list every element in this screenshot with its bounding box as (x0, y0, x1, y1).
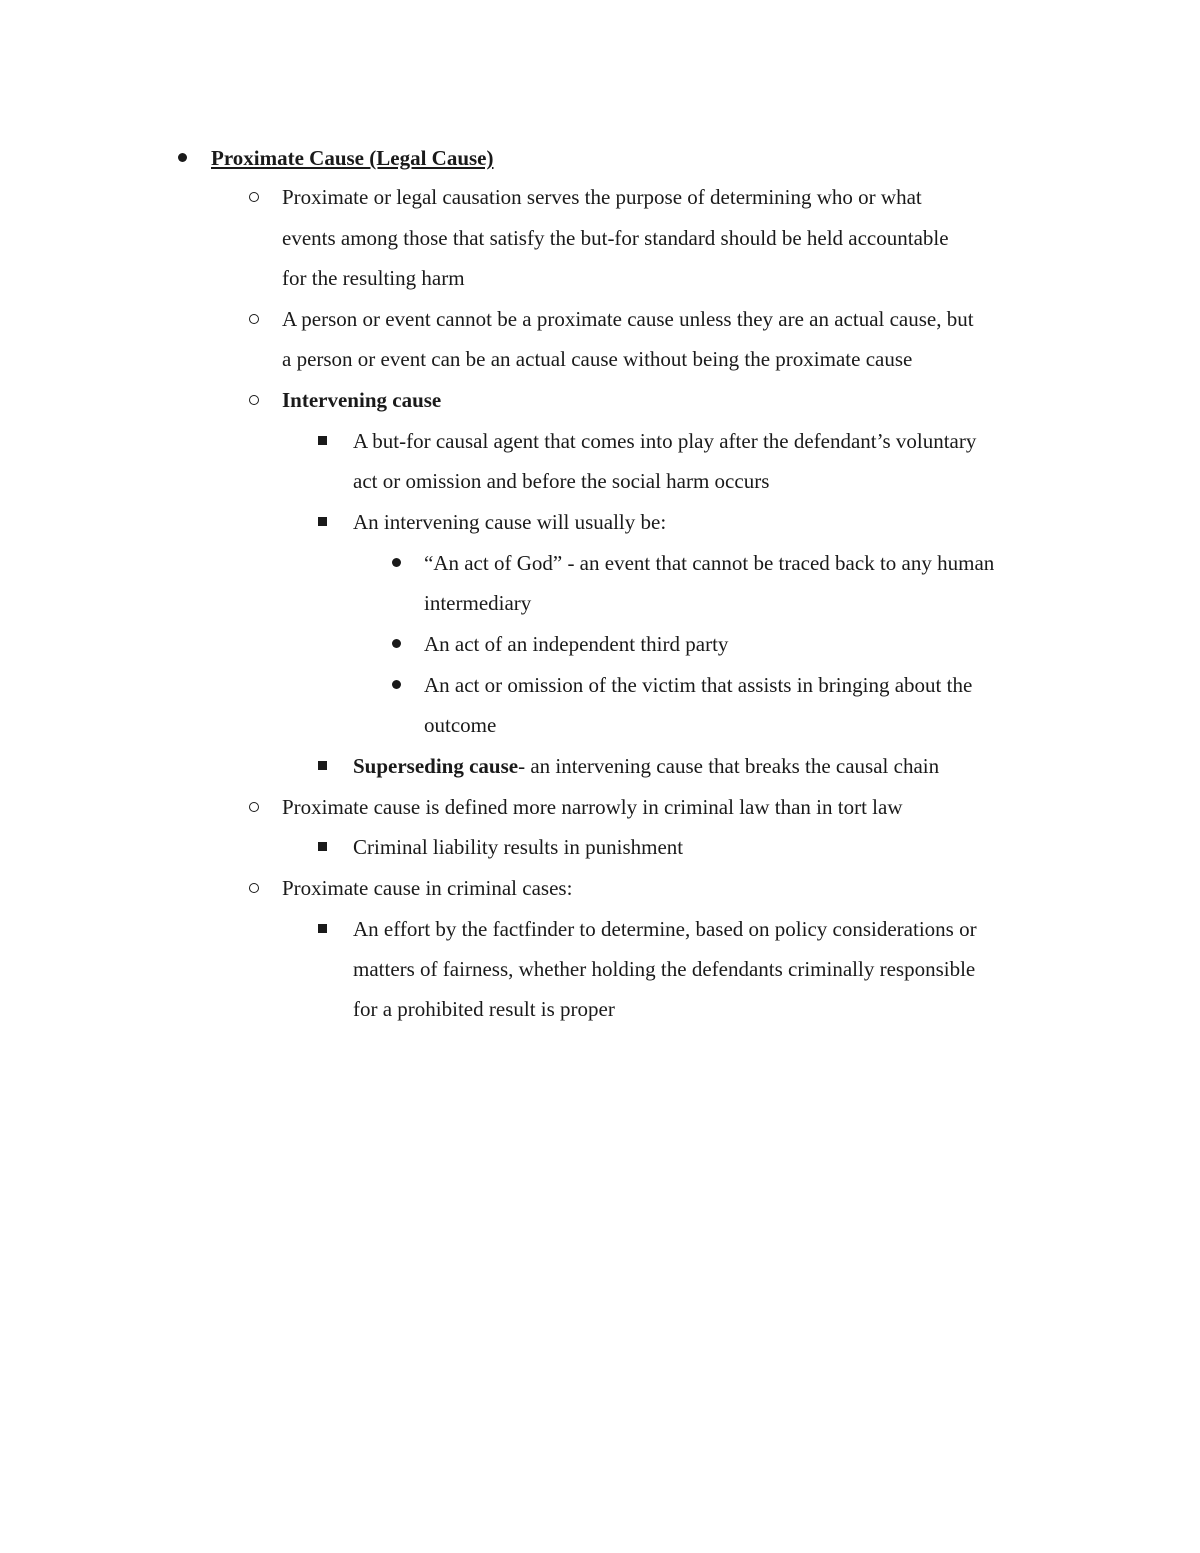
superseding-cause-definition: - an intervening cause that breaks the causal chain (518, 754, 940, 778)
bullet-dot-icon (178, 153, 187, 162)
p4-text: Proximate cause is defined more narrowly in criminal law than in tort law (282, 795, 903, 819)
p3-s2-text: An intervening cause will usually be: (353, 510, 667, 534)
heading: Proximate Cause (Legal Cause) (211, 146, 494, 170)
bullet-circle-icon (249, 395, 259, 405)
p4-s1: Criminal liability results in punishment (353, 835, 684, 859)
p5-s1-line-1: An effort by the factfinder to determine, based on policy considerations or (353, 917, 977, 941)
p3-s1-line-1: A but-for causal agent that comes into play after the defendant’s voluntary (353, 429, 977, 453)
bullet-square-icon (318, 517, 327, 526)
intervening-cause-label: Intervening cause (282, 388, 442, 412)
bullet-circle-icon (249, 192, 259, 202)
p1-line-3: for the resulting harm (282, 266, 465, 290)
p3-s3 (353, 754, 939, 778)
p1-line-1: Proximate or legal causation serves the purpose of determining who or what (282, 185, 922, 209)
p3-s1-line-2: act or omission and before the social harm occurs (353, 469, 770, 493)
bullet-circle-icon (249, 883, 259, 893)
p2-line-2: a person or event can be an actual cause without being the proximate cause (282, 347, 913, 371)
p3-s2-b3-line-2: outcome (424, 713, 497, 737)
p3-s2-b2: An act of an independent third party (424, 632, 729, 656)
bullet-circle-icon (249, 802, 259, 812)
bullet-square-icon (318, 436, 327, 445)
p3-s2-b3-line-1: An act or omission of the victim that assists in bringing about the (424, 673, 973, 697)
bullet-square-icon (318, 842, 327, 851)
p3-s2-b1-line-2: intermediary (424, 591, 532, 615)
bullet-square-icon (318, 924, 327, 933)
bullet-dot-icon (392, 639, 401, 648)
bullet-square-icon (318, 761, 327, 770)
p1-line-2: events among those that satisfy the but-for standard should be held accountable (282, 226, 949, 250)
p5-s1-line-3: for a prohibited result is proper (353, 997, 615, 1021)
bullet-dot-icon (392, 558, 401, 567)
superseding-cause-label: Superseding cause (353, 754, 519, 778)
bullet-circle-icon (249, 314, 259, 324)
p2-line-1: A person or event cannot be a proximate cause unless they are an actual cause, but (282, 307, 974, 331)
p5-text: Proximate cause in criminal cases: (282, 876, 573, 900)
p3-s2-b1-line-1: “An act of God” - an event that cannot be traced back to any human (424, 551, 995, 575)
bullet-dot-icon (392, 680, 401, 689)
p5-s1-line-2: matters of fairness, whether holding the defendants criminally responsible (353, 957, 976, 981)
